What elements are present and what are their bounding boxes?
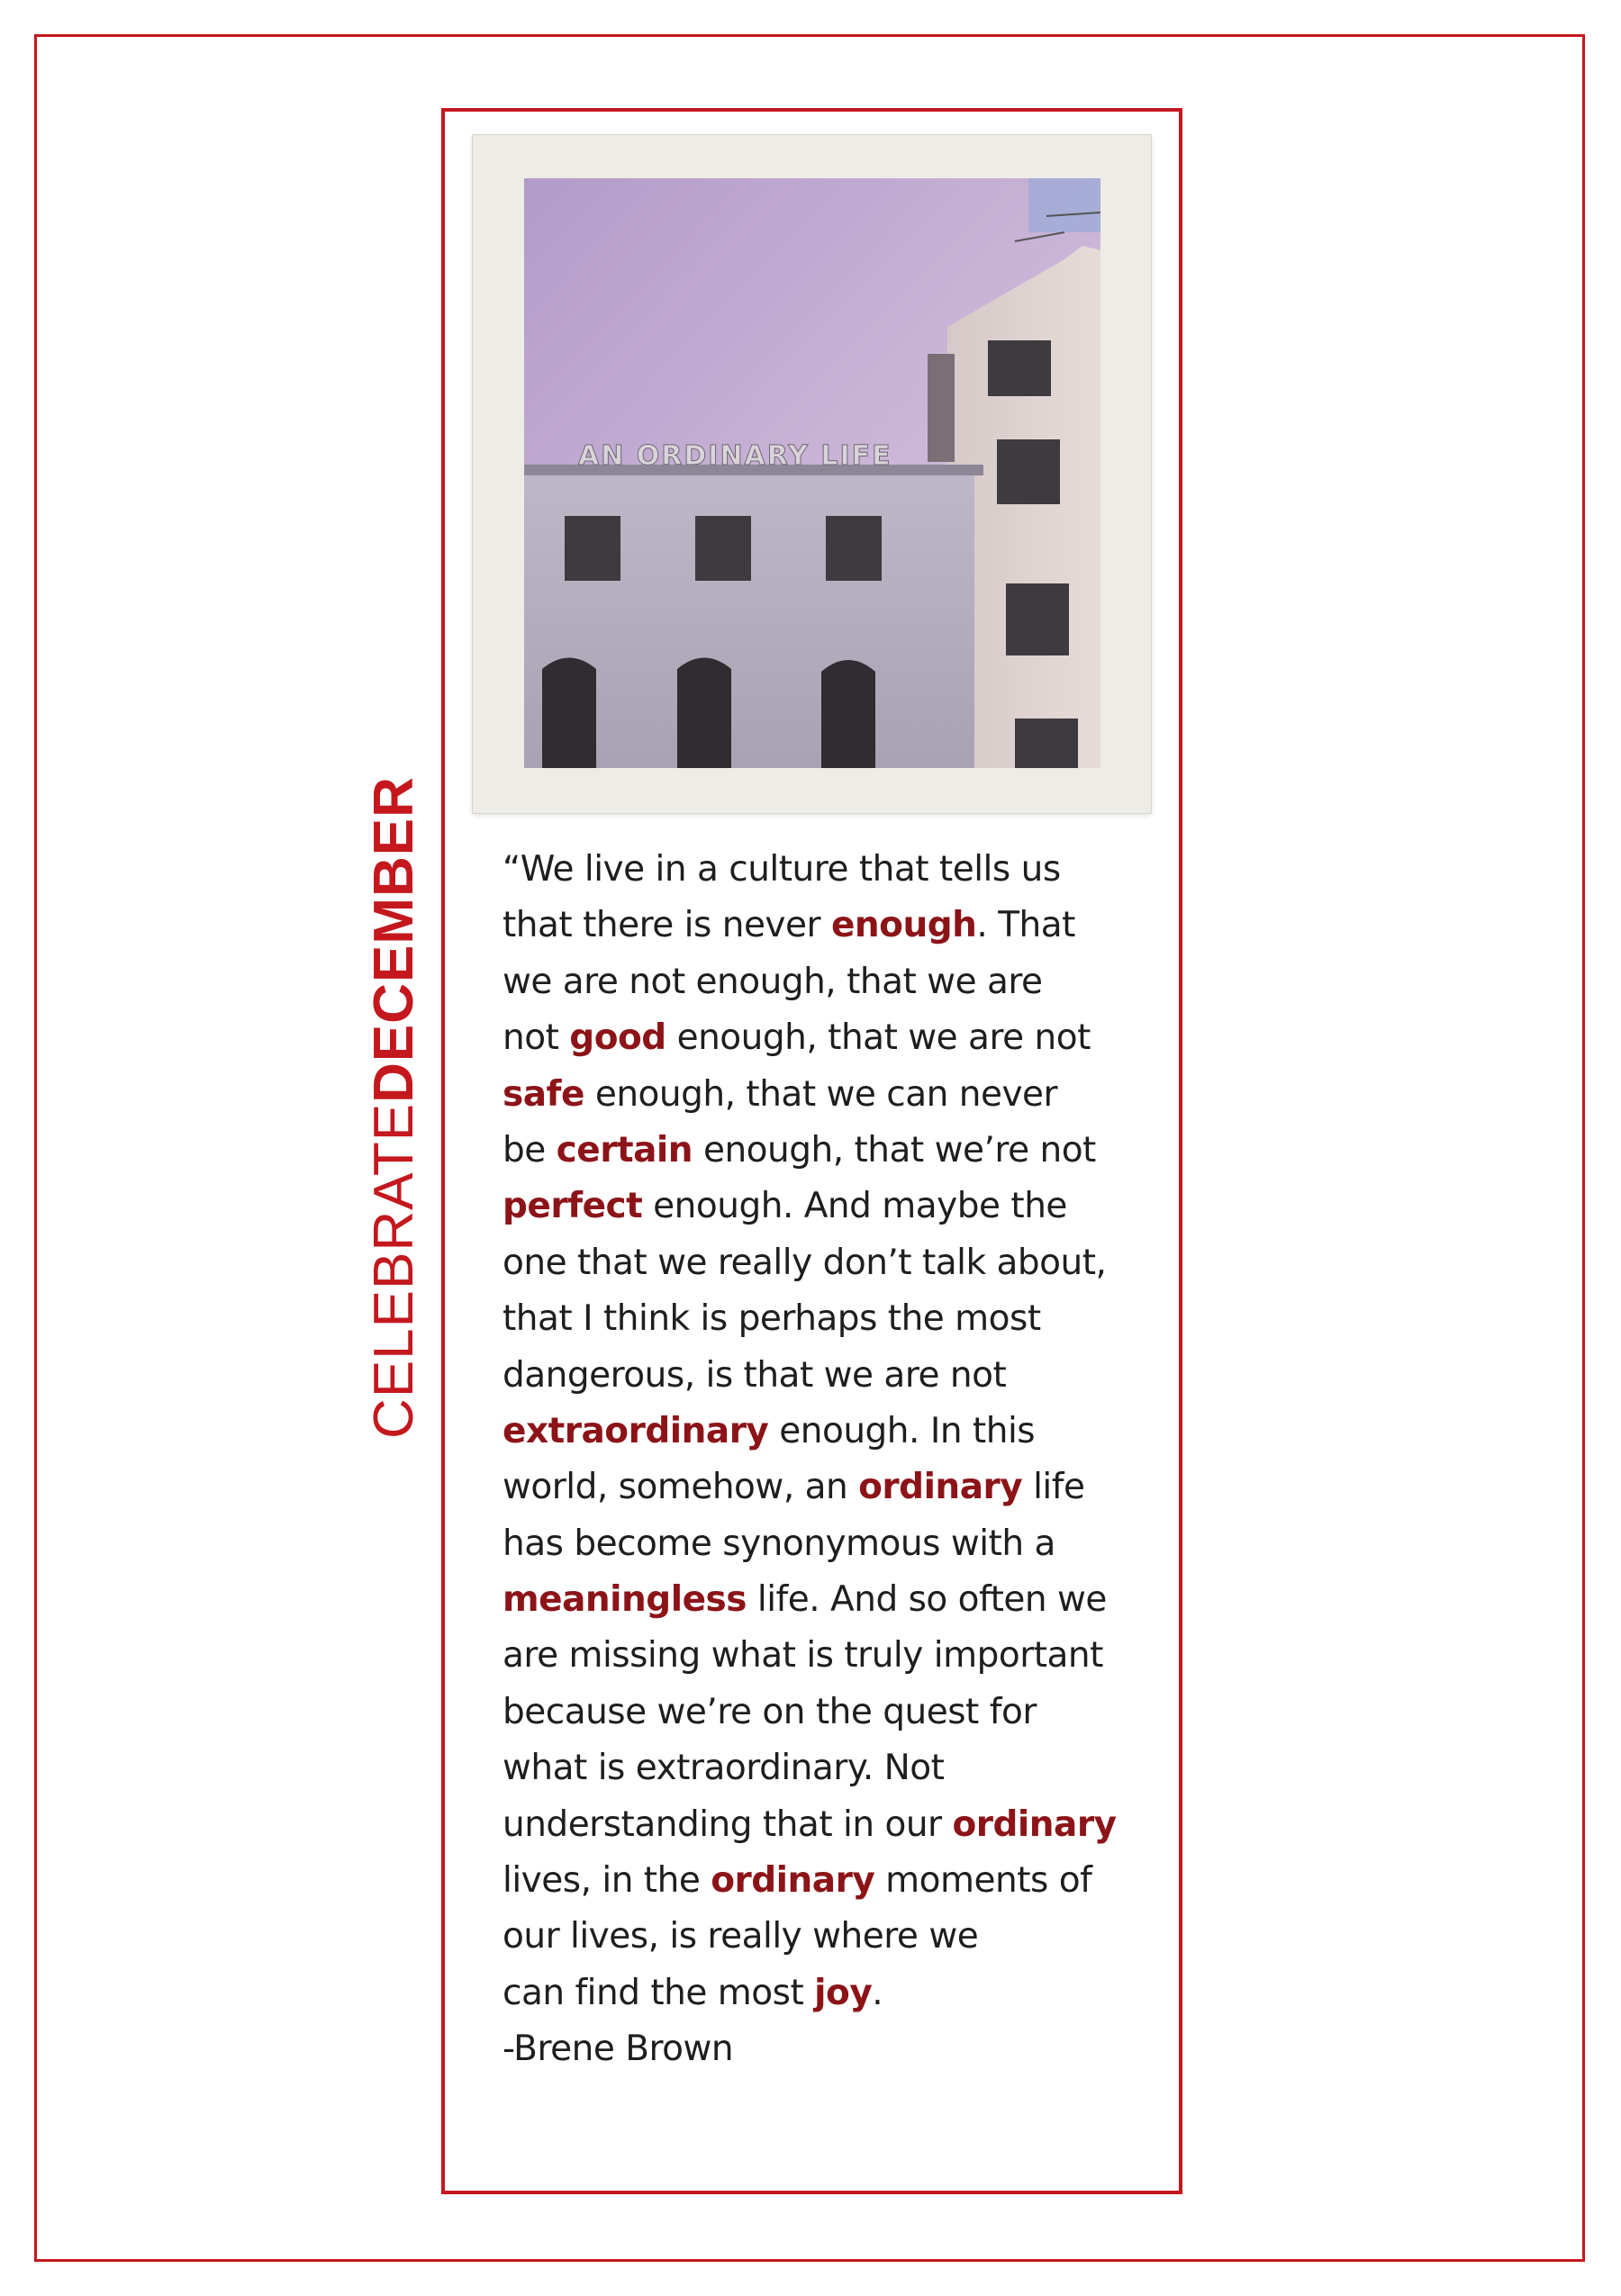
quote-highlight-word: perfect <box>503 1186 643 1227</box>
chimney <box>928 354 955 462</box>
quote-segment: life. And so often we <box>746 1579 1107 1621</box>
window <box>695 516 751 581</box>
quote-segment: can find the most <box>503 1972 815 2013</box>
quote-line <box>503 954 1160 1010</box>
quote-segment: enough, that we are not <box>666 1017 1091 1059</box>
arched-window <box>821 660 875 768</box>
quote-segment: lives, in the <box>503 1860 711 1902</box>
quote-segment: that there is never <box>503 905 831 946</box>
quote-segment: enough. And maybe the <box>642 1186 1067 1227</box>
quote-segment: world, somehow, an <box>503 1467 859 1508</box>
quote-segment: are missing what is truly important <box>503 1635 1103 1677</box>
quote-line <box>503 1291 1160 1347</box>
quote-segment: moments of <box>874 1860 1092 1902</box>
quote-highlight-word: ordinary <box>858 1467 1023 1508</box>
quote-line <box>503 1628 1160 1684</box>
quote-lines <box>503 842 1160 2021</box>
quote-line <box>503 1685 1160 1740</box>
quote-segment: has become synonymous with a <box>503 1523 1055 1564</box>
quote-highlight-word: certain <box>556 1129 693 1171</box>
arched-window <box>542 658 596 769</box>
side-title-bold: DECEMBER <box>363 776 425 1103</box>
quote-author: -Brene Brown <box>503 2029 734 2070</box>
quote-line <box>503 1123 1160 1179</box>
quote-segment: what is extraordinary. Not <box>503 1748 945 1789</box>
side-title <box>363 776 425 1439</box>
quote-segment: because we’re on the quest for <box>503 1691 1037 1732</box>
quote-line <box>503 1348 1160 1404</box>
quote-segment: understanding that in our <box>503 1803 953 1845</box>
quote-segment: we are not enough, that we are <box>503 961 1043 1002</box>
side-title-light: CELEBRATE <box>363 1102 425 1439</box>
building-photo-svg <box>524 178 1100 768</box>
quote-line <box>503 1179 1160 1234</box>
quote-highlight-word: ordinary <box>952 1803 1117 1845</box>
quote-segment: our lives, is really where we <box>503 1916 979 1957</box>
quote-line <box>503 1572 1160 1628</box>
quote-segment: dangerous, is that we are not <box>503 1354 1007 1396</box>
quote-highlight-word: good <box>569 1017 666 1059</box>
quote-line <box>503 1740 1160 1796</box>
quote-line <box>503 1516 1160 1572</box>
quote-segment: . That <box>976 905 1075 946</box>
quote-line <box>503 1235 1160 1291</box>
quote-segment: enough, that we can never <box>584 1073 1058 1115</box>
window <box>565 516 620 581</box>
quote-line <box>503 1010 1160 1066</box>
quote-segment: enough, that we’re not <box>693 1129 1096 1171</box>
rooftop-sign: AN ORDINARY LIFE <box>578 440 892 472</box>
quote-highlight-word: extraordinary <box>503 1410 769 1451</box>
quote-segment: one that we really don’t talk about, <box>503 1242 1107 1283</box>
quote-line <box>503 1067 1160 1123</box>
quote-segment: . <box>872 1972 883 2013</box>
quote-line <box>503 1909 1160 1965</box>
quote-line <box>503 1404 1160 1460</box>
quote-highlight-word: meaningless <box>503 1579 747 1621</box>
window <box>997 439 1060 504</box>
quote-segment: “We live in a culture that tells us <box>503 849 1061 890</box>
quote-line <box>503 1797 1160 1853</box>
quote-highlight-word: joy <box>814 1972 873 2013</box>
quote-line <box>503 842 1160 898</box>
quote-segment: enough. In this <box>768 1410 1036 1451</box>
quote-segment: be <box>503 1129 557 1171</box>
quote-segment: life <box>1022 1467 1085 1508</box>
quote-highlight-word: ordinary <box>711 1860 875 1902</box>
quote-line <box>503 1966 1160 2021</box>
blue-sky-patch <box>1028 178 1100 232</box>
quote-highlight-word: enough <box>830 905 977 946</box>
window <box>826 516 882 581</box>
quote-text <box>503 842 1160 2078</box>
arched-window <box>677 658 731 769</box>
quote-line <box>503 898 1160 954</box>
quote-segment: not <box>503 1017 570 1059</box>
window <box>1006 583 1069 655</box>
quote-line <box>503 1853 1160 1909</box>
building-photo <box>524 178 1100 768</box>
quote-line <box>503 1460 1160 1515</box>
window <box>988 340 1051 396</box>
window <box>1015 719 1078 768</box>
quote-segment: that I think is perhaps the most <box>503 1298 1041 1340</box>
quote-highlight-word: safe <box>503 1073 584 1115</box>
